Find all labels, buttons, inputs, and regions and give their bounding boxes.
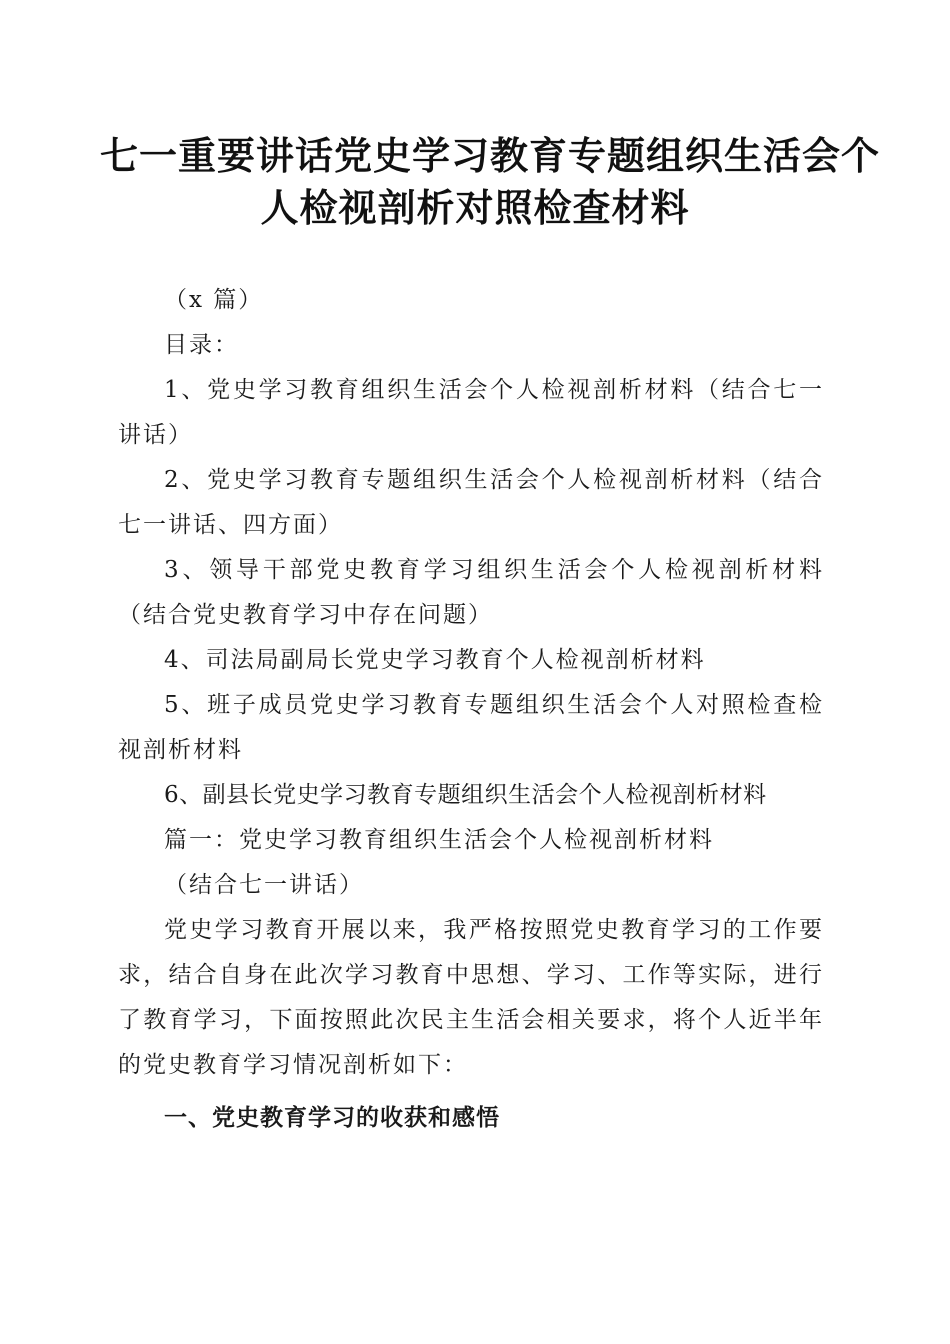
toc-item-4: 4、司法局副局长党史学习教育个人检视剖析材料 — [164, 647, 706, 673]
intro-paragraph: 党史学习教育开展以来，我严格按照党史教育学习的工作要求，结合自身在此次学习教育中思想、学习、工作等实际，进行了教育学习，下面按照此次民主生活会相关要求，将个人近半年的党史教育学习情况剖析如下： — [118, 917, 824, 1078]
count-note: （x 篇） — [164, 287, 264, 313]
document-body — [118, 278, 824, 1141]
part1-title: 篇一：党史学习教育组织生活会个人检视剖析材料 — [164, 827, 714, 853]
toc-item-3: 3、领导干部党史教育学习组织生活会个人检视剖析材料（结合党史教育学习中存在问题） — [118, 557, 824, 628]
part1-subtitle: （结合七一讲话） — [164, 872, 364, 898]
toc-label: 目录： — [164, 332, 239, 358]
toc-item-2: 2、党史学习教育专题组织生活会个人检视剖析材料（结合七一讲话、四方面） — [118, 467, 824, 538]
section-1-heading: 一、党史教育学习的收获和感悟 — [164, 1105, 500, 1131]
toc-item-5: 5、班子成员党史学习教育专题组织生活会个人对照检查检视剖析材料 — [118, 692, 824, 763]
title-line-2: 人检视剖析对照检查材料 — [260, 185, 690, 230]
title-line-1: 七一重要讲话党史学习教育专题组织生活会个 — [100, 133, 881, 178]
toc-item-1: 1、党史学习教育组织生活会个人检视剖析材料（结合七一讲话） — [118, 377, 824, 448]
toc-item-6: 6、副县长党史学习教育专题组织生活会个人检视剖析材料 — [164, 782, 767, 808]
document-title — [100, 130, 881, 234]
